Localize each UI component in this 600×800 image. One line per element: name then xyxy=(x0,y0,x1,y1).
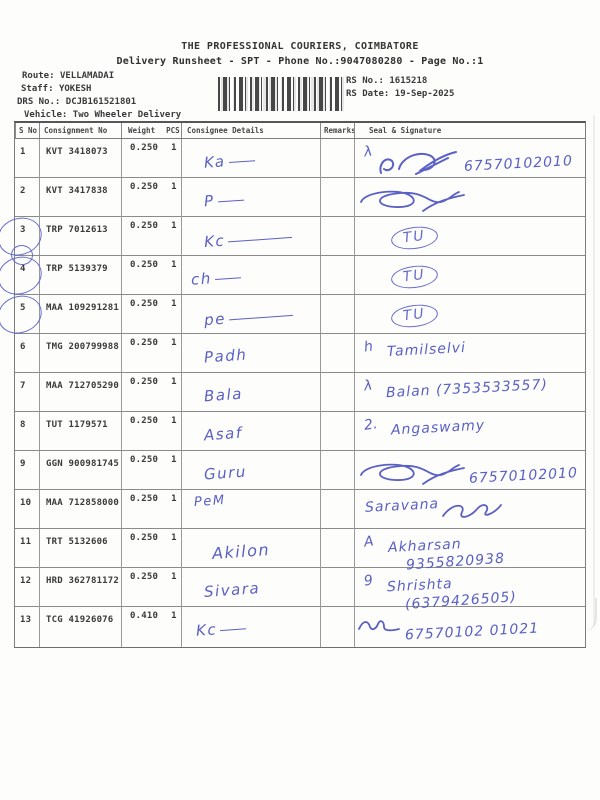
row-consignment-cell xyxy=(39,178,121,219)
signature-flourish-icon xyxy=(439,499,505,527)
row-seal-cell xyxy=(354,568,585,613)
seal-handwriting: Balan (7353533557) xyxy=(385,376,549,402)
consignee-handwriting: Akilon xyxy=(211,539,271,564)
consignee-handwriting: Kc xyxy=(195,618,246,639)
row-sno-cell xyxy=(15,256,39,294)
seal-signature-content xyxy=(355,412,585,437)
table-row xyxy=(15,178,585,217)
row-consignee-cell xyxy=(181,373,320,411)
seal-handwriting-line2: (6379426505) xyxy=(404,589,518,613)
row-consignment-cell xyxy=(39,334,121,372)
seal-handwriting: 67570102010 xyxy=(468,465,579,487)
signature-scribble-icon xyxy=(355,616,403,640)
row-consignee-cell xyxy=(181,256,320,294)
header-sno: S No xyxy=(15,123,39,138)
row-consignment-no: MAA 712858000 xyxy=(46,498,120,508)
row-weight: 0.410 xyxy=(130,611,159,621)
row-sno-cell xyxy=(15,412,39,450)
seal-text-lines xyxy=(378,534,506,574)
row-consignee-cell xyxy=(181,178,320,219)
row-weight: 0.250 xyxy=(130,377,159,387)
seal-signature-content xyxy=(355,529,585,574)
row-sno-cell xyxy=(15,178,39,219)
row-sno: 9 xyxy=(20,459,26,469)
row-sno: 11 xyxy=(20,537,32,547)
row-consignment-no: KVT 3418073 xyxy=(46,147,108,157)
row-consignment-cell xyxy=(39,217,121,255)
table-row xyxy=(15,490,585,529)
row-remarks-cell xyxy=(320,412,354,450)
row-seal-cell xyxy=(354,217,585,255)
row-sno: 5 xyxy=(20,303,26,313)
row-seal-cell xyxy=(354,295,585,333)
seal-text-lines xyxy=(381,417,485,437)
header-pcs: PCS xyxy=(166,126,180,135)
row-sno-cell xyxy=(15,568,39,610)
row-remarks-cell xyxy=(320,529,354,571)
seal-text-lines xyxy=(355,495,439,515)
row-consignment-no: TRP 7012613 xyxy=(46,225,108,235)
staff-field xyxy=(21,84,91,94)
row-consignee-cell xyxy=(181,568,320,610)
row-weight: 0.250 xyxy=(130,221,159,231)
row-weight: 0.250 xyxy=(130,494,159,504)
consignee-handwriting: ch xyxy=(190,267,241,288)
row-remarks-cell xyxy=(320,334,354,372)
consignee-handwriting: pe xyxy=(203,305,293,329)
row-sno-cell xyxy=(15,334,39,372)
seal-signature-content xyxy=(355,451,585,492)
seal-signature-content xyxy=(355,607,585,644)
consignee-handwriting: Sivara xyxy=(203,579,261,601)
row-remarks-cell xyxy=(320,295,354,333)
rs-date-field xyxy=(346,89,454,99)
row-pcs: 1 xyxy=(171,260,177,270)
seal-handwriting: Shrishta xyxy=(386,575,453,596)
row-sno-cell xyxy=(15,217,39,255)
row-weight-pcs-cell xyxy=(121,334,181,372)
table-row xyxy=(15,607,585,647)
seal-handwriting: Akharsan xyxy=(387,536,462,557)
consignee-handwriting: Bala xyxy=(203,384,244,406)
row-weight-pcs-cell xyxy=(121,412,181,450)
route-label: Route: xyxy=(22,71,55,81)
row-sno: 2 xyxy=(20,186,26,196)
row-consignment-cell xyxy=(39,451,121,492)
consignee-handwriting: P xyxy=(203,190,244,211)
tu-stamp: TU xyxy=(390,224,439,252)
row-remarks-cell xyxy=(320,451,354,492)
row-pcs: 1 xyxy=(171,494,177,504)
row-consignee-cell xyxy=(181,607,320,647)
row-sno: 4 xyxy=(20,264,26,274)
row-pcs: 1 xyxy=(171,533,177,543)
seal-signature-content xyxy=(355,217,585,249)
drs-value: DCJB161521801 xyxy=(65,97,137,107)
seal-text-lines xyxy=(377,339,466,359)
barcode-icon xyxy=(218,77,344,111)
seal-text-lines xyxy=(377,573,518,613)
drs-no-field xyxy=(17,97,136,107)
row-sno-cell xyxy=(15,529,39,571)
rs-date-label: RS Date: xyxy=(346,89,390,99)
row-sno: 7 xyxy=(20,381,26,391)
seal-signature-content xyxy=(355,334,585,359)
row-consignment-no: HRD 362781172 xyxy=(46,576,120,586)
seal-text-lines xyxy=(376,376,549,402)
row-pcs: 1 xyxy=(171,299,177,309)
row-pcs: 1 xyxy=(171,143,177,153)
row-consignment-cell xyxy=(39,529,121,571)
row-sno: 1 xyxy=(20,147,26,157)
row-consignment-no: MAA 109291281 xyxy=(46,303,120,313)
consignee-handwriting: Kc xyxy=(203,227,292,251)
scan-edge-artifact xyxy=(593,115,595,625)
header-weight-pcs xyxy=(121,123,181,138)
scan-corner-artifact xyxy=(579,598,597,632)
table-row xyxy=(15,295,585,334)
seal-handwriting: 67570102010 xyxy=(463,153,574,175)
row-weight: 0.250 xyxy=(130,572,159,582)
row-seal-cell xyxy=(354,607,585,647)
signature-scribble-icon xyxy=(355,187,467,219)
row-seal-cell xyxy=(354,529,585,574)
table-row xyxy=(15,217,585,256)
table-body xyxy=(15,139,585,647)
row-remarks-cell xyxy=(320,178,354,219)
header-weight: Weight xyxy=(128,126,156,135)
seal-handwriting: Angaswamy xyxy=(390,417,486,439)
seal-signature-content xyxy=(355,295,585,327)
runsheet-subtitle: Delivery Runsheet - SPT - Phone No.:9047080280 - Page No.:1 xyxy=(116,56,484,67)
row-consignee-cell xyxy=(181,334,320,372)
table-row xyxy=(15,256,585,295)
row-pcs: 1 xyxy=(171,455,177,465)
consignee-handwriting: Ka xyxy=(203,150,255,171)
row-consignment-cell xyxy=(39,256,121,294)
row-weight: 0.250 xyxy=(130,533,159,543)
vehicle-value: Two Wheeler Delivery xyxy=(72,110,182,120)
table-header-row xyxy=(15,123,585,139)
row-consignment-cell xyxy=(39,607,121,647)
row-weight: 0.250 xyxy=(130,260,159,270)
row-sno: 12 xyxy=(20,576,32,586)
seal-handwriting: 67570102 01021 xyxy=(404,620,540,644)
row-seal-cell xyxy=(354,256,585,294)
row-pcs: 1 xyxy=(171,572,177,582)
row-consignee-cell xyxy=(181,412,320,450)
runsheet-table xyxy=(14,121,586,648)
table-row xyxy=(15,568,585,613)
row-seal-cell xyxy=(354,490,585,528)
row-consignment-cell xyxy=(39,490,121,528)
signature-scribble-icon xyxy=(355,460,467,492)
vehicle-field xyxy=(24,110,181,120)
row-consignee-cell xyxy=(181,451,320,492)
row-weight: 0.250 xyxy=(130,299,159,309)
seal-signature-content xyxy=(355,373,585,402)
row-seal-cell xyxy=(354,178,585,219)
row-consignment-cell xyxy=(39,412,121,450)
header-consignee: Consignee Details xyxy=(181,123,320,138)
header-remarks: Remarks xyxy=(320,123,354,138)
row-sno: 10 xyxy=(20,498,32,508)
row-weight-pcs-cell xyxy=(121,490,181,528)
row-pcs: 1 xyxy=(171,221,177,231)
row-consignment-no: KVT 3417838 xyxy=(46,186,108,196)
row-remarks-cell xyxy=(320,607,354,647)
row-sno: 13 xyxy=(20,615,32,625)
row-sno: 3 xyxy=(20,225,26,235)
row-remarks-cell xyxy=(320,217,354,255)
row-pcs: 1 xyxy=(171,182,177,192)
tu-stamp: TU xyxy=(390,302,439,330)
rs-no-field xyxy=(346,76,427,86)
table-row xyxy=(15,451,585,490)
row-consignee-cell xyxy=(181,490,320,528)
row-consignment-cell xyxy=(39,295,121,333)
row-weight: 0.250 xyxy=(130,416,159,426)
row-seal-cell xyxy=(354,412,585,450)
row-weight-pcs-cell xyxy=(121,217,181,255)
row-consignment-no: TCG 41926076 xyxy=(46,615,114,625)
row-sno-cell xyxy=(15,607,39,647)
pen-mark: 2. xyxy=(362,416,379,434)
row-consignee-cell xyxy=(181,295,320,333)
staff-value: YOKESH xyxy=(58,84,92,94)
drs-label: DRS No.: xyxy=(17,97,61,107)
seal-signature-content xyxy=(355,490,585,527)
route-value: VELLAMADAI xyxy=(59,71,115,81)
row-weight-pcs-cell xyxy=(121,178,181,219)
row-consignment-no: GGN 900981745 xyxy=(46,459,120,469)
table-row xyxy=(15,529,585,574)
row-consignment-no: TRT 5132606 xyxy=(46,537,108,547)
company-title: THE PROFESSIONAL COURIERS, COIMBATORE xyxy=(181,41,419,52)
rs-no-value: 1615218 xyxy=(389,76,428,86)
row-remarks-cell xyxy=(320,256,354,294)
route-field xyxy=(22,71,114,81)
row-sno-cell xyxy=(15,295,39,333)
row-remarks-cell xyxy=(320,373,354,411)
seal-signature-content xyxy=(355,256,585,288)
row-weight: 0.250 xyxy=(130,182,159,192)
consignee-handwriting: Asaf xyxy=(203,423,244,445)
pen-mark: λ xyxy=(362,377,374,395)
table-row xyxy=(15,139,585,178)
rs-no-label: RS No.: xyxy=(346,76,384,86)
seal-text-lines xyxy=(462,144,573,173)
seal-text-lines xyxy=(403,612,540,644)
row-weight-pcs-cell xyxy=(121,529,181,571)
row-weight-pcs-cell xyxy=(121,607,181,647)
row-weight-pcs-cell xyxy=(121,295,181,333)
staff-label: Staff: xyxy=(21,84,54,94)
row-consignment-no: MAA 712705290 xyxy=(46,381,120,391)
table-row xyxy=(15,373,585,412)
row-pcs: 1 xyxy=(171,377,177,387)
row-weight: 0.250 xyxy=(130,455,159,465)
row-pcs: 1 xyxy=(171,338,177,348)
row-remarks-cell xyxy=(320,490,354,528)
pen-mark: h xyxy=(362,338,374,356)
seal-text-lines xyxy=(467,456,578,485)
seal-handwriting-line2: 9355820938 xyxy=(405,550,506,574)
row-sno-cell xyxy=(15,373,39,411)
row-consignment-no: TMG 200799988 xyxy=(46,342,120,352)
row-seal-cell xyxy=(354,373,585,411)
row-weight-pcs-cell xyxy=(121,451,181,492)
row-weight-pcs-cell xyxy=(121,373,181,411)
row-sno: 6 xyxy=(20,342,26,352)
header-consignment: Consignment No xyxy=(39,123,121,138)
header-seal: Seal & Signature xyxy=(354,123,585,138)
row-remarks-cell xyxy=(320,568,354,610)
row-sno-cell xyxy=(15,490,39,528)
row-weight: 0.250 xyxy=(130,338,159,348)
row-consignment-cell xyxy=(39,373,121,411)
pen-mark: λ xyxy=(362,143,374,161)
row-weight-pcs-cell xyxy=(121,256,181,294)
row-pcs: 1 xyxy=(171,611,177,621)
pen-mark: 9 xyxy=(362,572,374,590)
seal-handwriting: Tamilselvi xyxy=(386,339,467,361)
row-seal-cell xyxy=(354,334,585,372)
vehicle-label: Vehicle: xyxy=(24,110,68,120)
table-row xyxy=(15,334,585,373)
row-consignee-cell xyxy=(181,529,320,571)
row-consignment-no: TRP 5139379 xyxy=(46,264,108,274)
row-seal-cell xyxy=(354,451,585,492)
table-row xyxy=(15,412,585,451)
seal-handwriting: Saravana xyxy=(364,496,440,516)
row-sno: 8 xyxy=(20,420,26,430)
tu-stamp: TU xyxy=(390,263,439,291)
row-consignee-cell xyxy=(181,217,320,255)
row-pcs: 1 xyxy=(171,416,177,426)
row-consignment-no: TUT 1179571 xyxy=(46,420,108,430)
row-weight: 0.250 xyxy=(130,143,159,153)
rs-date-value: 19-Sep-2025 xyxy=(394,89,455,99)
consignee-handwriting: Padh xyxy=(203,345,248,367)
seal-signature-content xyxy=(355,568,585,613)
consignee-handwriting: Guru xyxy=(203,462,248,484)
pen-mark: A xyxy=(362,533,375,551)
consignee-handwriting: PeM xyxy=(193,492,227,511)
seal-signature-content xyxy=(355,178,585,219)
row-consignment-cell xyxy=(39,568,121,610)
row-weight-pcs-cell xyxy=(121,568,181,610)
row-sno-cell xyxy=(15,451,39,492)
